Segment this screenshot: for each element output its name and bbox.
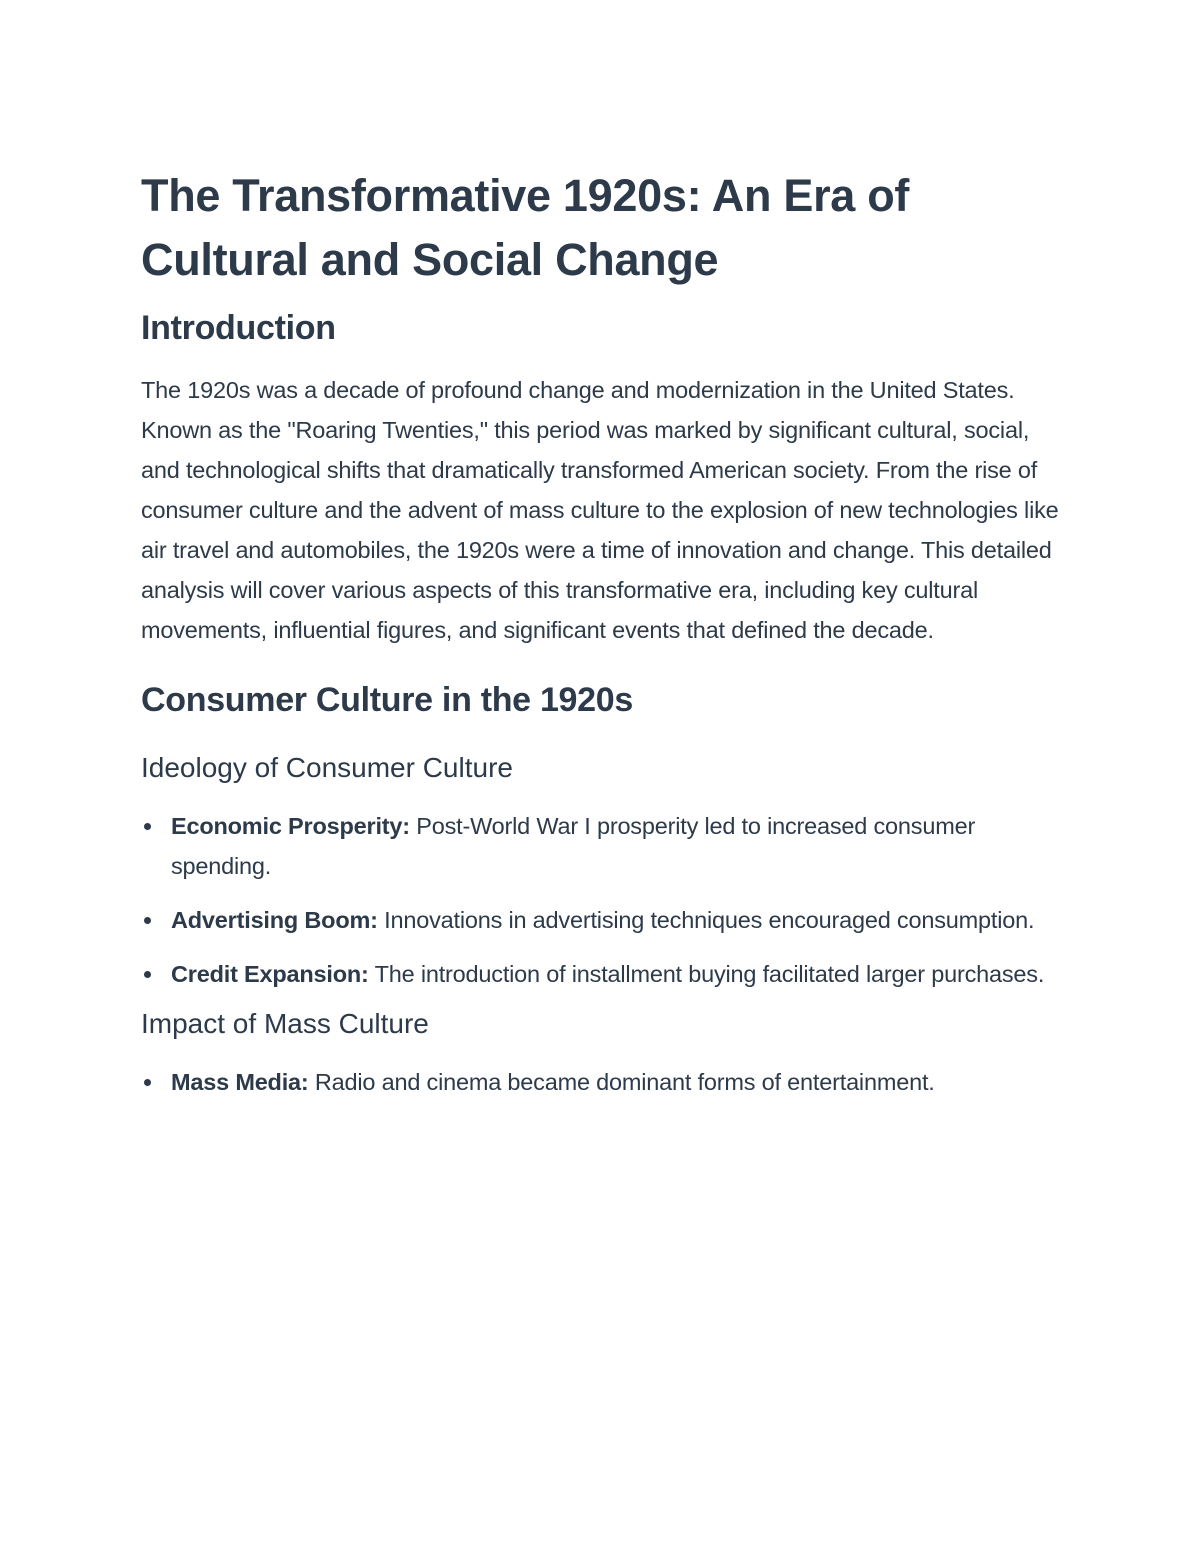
list-item-term: Advertising Boom: <box>171 907 378 933</box>
ideology-list <box>141 806 1071 994</box>
mass-culture-list <box>141 1062 1071 1102</box>
bullet-icon <box>144 1079 151 1086</box>
list-item-term: Credit Expansion: <box>171 961 369 987</box>
list-item-text: Innovations in advertising techniques encouraged consumption. <box>377 907 1035 933</box>
introduction-heading: Introduction <box>141 309 336 347</box>
list-item <box>141 954 1071 994</box>
list-item-term: Economic Prosperity: <box>171 813 410 839</box>
consumer-culture-heading: Consumer Culture in the 1920s <box>141 681 633 719</box>
document-page <box>141 164 1071 1102</box>
mass-culture-heading: Impact of Mass Culture <box>141 1008 429 1039</box>
list-item-term: Mass Media: <box>171 1069 309 1095</box>
list-item <box>141 1062 1071 1102</box>
document-title: The Transformative 1920s: An Era of Cultural and Social Change <box>141 170 910 285</box>
bullet-icon <box>144 917 151 924</box>
list-item-text: Radio and cinema became dominant forms of entertainment. <box>308 1069 935 1095</box>
list-item <box>141 900 1071 940</box>
ideology-heading: Ideology of Consumer Culture <box>141 752 513 783</box>
bullet-icon <box>144 823 151 830</box>
bullet-icon <box>144 971 151 978</box>
introduction-paragraph: The 1920s was a decade of profound change and modernization in the United States. Known as the "Roaring Twenties," this period was marked by significant cultural, social, and technological shifts that dramatically transformed American society. From the rise of consumer culture and the advent of mass culture to the explosion of new technologies like air travel and automobiles, the 1920s were a time of innovation and change. This detailed analysis will cover various aspects of this transformative era, including key cultural movements, influential figures, and significant events that defined the decade. <box>141 377 1059 643</box>
list-item <box>141 806 1071 886</box>
list-item-text: The introduction of installment buying facilitated larger purchases. <box>368 961 1045 987</box>
list-item-text: Post-World War I prosperity led to increased consumer spending. <box>171 813 976 879</box>
